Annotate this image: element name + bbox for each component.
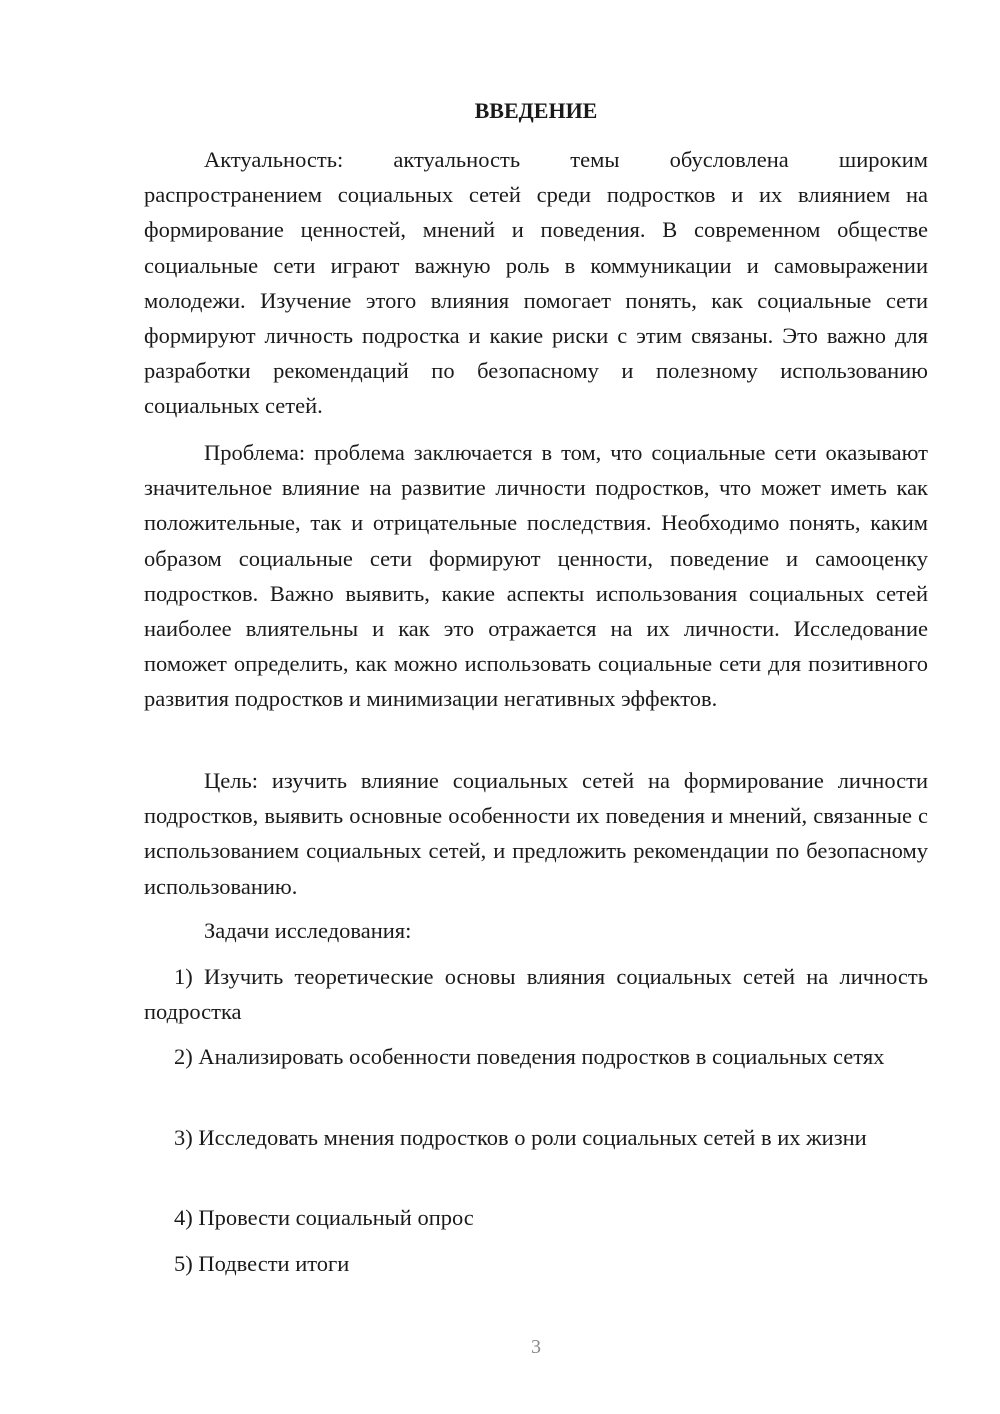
paragraph-relevance: Актуальность: актуальность темы обусловлена широким распространением социальных сетей среди подростков и их влиянием на формирование ценностей, мнений и поведения. В современном обществе социальные сети играют важную роль в коммуникации и самовыражении молодежи. Изучение этого влияния помогает понять, как социальные сети формируют личность подростка и какие риски с этим связаны. Это важно для разработки рекомендаций по безопасному и полезному использованию социальных сетей. (144, 147, 928, 419)
task-item: 1) Изучить теоретические основы влияния социальных сетей на личность подростка (144, 964, 928, 1025)
page-number: 3 (531, 1336, 541, 1358)
task-item: 4) Провести социальный опрос (174, 1205, 474, 1230)
paragraph-goal: Цель: изучить влияние социальных сетей на формирование личности подростков, выявить основные особенности их поведения и мнений, связанные с использованием социальных сетей, и предложить рекомендации по безопасному использованию. (144, 768, 928, 899)
task-item: 2) Анализировать особенности поведения подростков в социальных сетях (174, 1044, 885, 1069)
paragraph-problem: Проблема: проблема заключается в том, что социальные сети оказывают значительное влияние на развитие личности подростков, что может иметь как положительные, так и отрицательные последствия. Необходимо понять, каким образом социальные сети формируют ценности, поведение и самооценку подростков. Важно выявить, какие аспекты использования социальных сетей наиболее влиятельны и как это отражается на их личности. Исследование поможет определить, как можно использовать социальные сети для позитивного развития подростков и минимизации негативных эффектов. (144, 440, 928, 712)
tasks-heading: Задачи исследования: (204, 918, 412, 943)
task-item: 3) Исследовать мнения подростков о роли социальных сетей в их жизни (174, 1125, 867, 1150)
task-item: 5) Подвести итоги (174, 1251, 350, 1276)
section-title: ВВЕДЕНИЕ (474, 98, 598, 123)
